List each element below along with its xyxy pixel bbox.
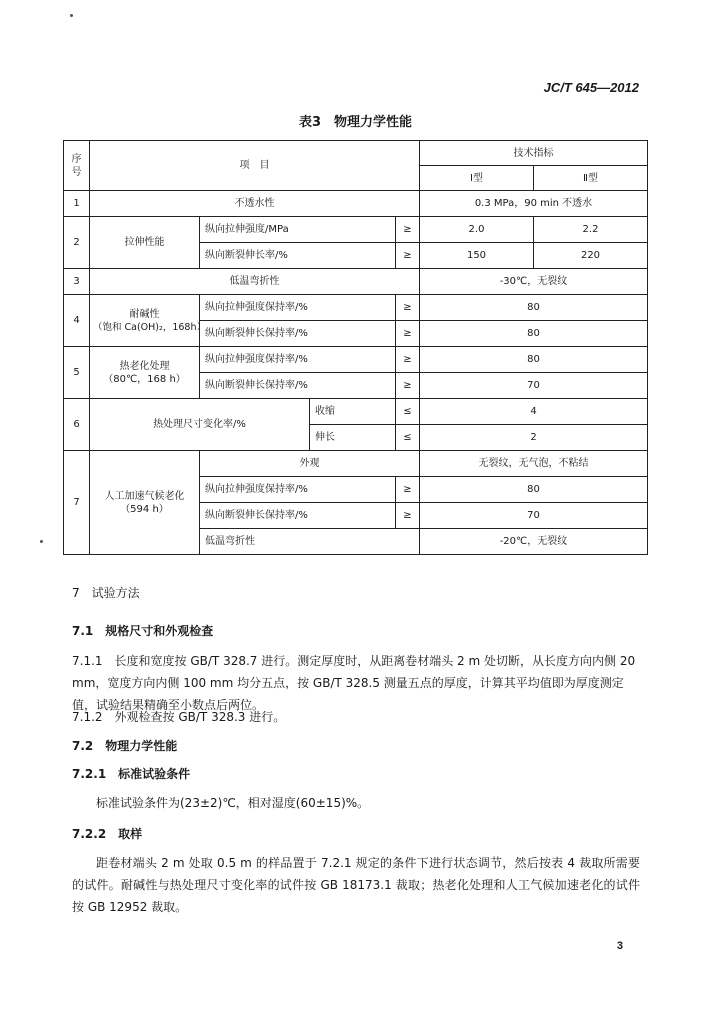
row-value: 2 bbox=[420, 425, 648, 451]
row-group-line1: 人工加速气候老化 bbox=[104, 490, 185, 502]
scan-dot bbox=[70, 14, 73, 17]
row-group bbox=[90, 451, 200, 555]
table-header-row bbox=[64, 141, 648, 166]
row-group: 拉伸性能 bbox=[90, 217, 200, 269]
row-operator: ≥ bbox=[396, 347, 420, 373]
table-title: 表3 物理力学性能 bbox=[298, 115, 413, 130]
row-group bbox=[90, 347, 200, 399]
paragraph-7-2-1: 标准试验条件为(23±2)℃，相对湿度(60±15)%。 bbox=[96, 796, 370, 810]
row-operator: ≥ bbox=[396, 243, 420, 269]
row-item: 纵向拉伸强度保持率/% bbox=[200, 477, 396, 503]
row-operator: ≤ bbox=[396, 425, 420, 451]
row-item: 纵向拉伸强度/MPa bbox=[200, 217, 396, 243]
paragraph-7-1-1: 7.1.1 长度和宽度按 GB/T 328.7 进行。测定厚度时，从距离卷材端头 2 m 处切断，从长度方向内侧 20 mm，宽度方向内侧 100 mm 均分五点，按 GB/T 328.5 测量五点的厚度，计算其平均值即为厚度测定值，试验结果精确至小数点后两位。 bbox=[72, 654, 636, 712]
header-seq: 序号 bbox=[64, 141, 90, 191]
row-seq: 4 bbox=[64, 295, 90, 347]
table-row bbox=[64, 217, 648, 243]
row-subitem: 伸长 bbox=[310, 425, 396, 451]
row-value: -30℃，无裂纹 bbox=[420, 269, 648, 295]
row-item: 低温弯折性 bbox=[200, 529, 420, 555]
row-value: 4 bbox=[420, 399, 648, 425]
row-value: -20℃，无裂纹 bbox=[420, 529, 648, 555]
row-value: 0.3 MPa，90 min 不透水 bbox=[420, 191, 648, 217]
standard-code: JC/T 645—2012 bbox=[543, 80, 639, 95]
row-operator: ≥ bbox=[396, 477, 420, 503]
section-heading-7-2-2: 7.2.2 取样 bbox=[72, 827, 143, 841]
table-row bbox=[64, 191, 648, 217]
row-type1-value: 2.0 bbox=[420, 217, 534, 243]
row-value: 80 bbox=[420, 295, 648, 321]
section-heading-7-1: 7.1 规格尺寸和外观检查 bbox=[72, 624, 214, 638]
row-item: 纵向断裂伸长保持率/% bbox=[200, 503, 396, 529]
section-heading-7: 7 试验方法 bbox=[72, 586, 140, 600]
row-value: 70 bbox=[420, 503, 648, 529]
row-item: 热处理尺寸变化率/% bbox=[90, 399, 310, 451]
row-item: 纵向断裂伸长率/% bbox=[200, 243, 396, 269]
table-row bbox=[64, 295, 648, 321]
row-item: 外观 bbox=[200, 451, 420, 477]
row-item: 不透水性 bbox=[90, 191, 420, 217]
row-group-line1: 耐碱性 bbox=[129, 308, 160, 320]
row-value: 80 bbox=[420, 477, 648, 503]
row-type1-value: 150 bbox=[420, 243, 534, 269]
row-seq: 7 bbox=[64, 451, 90, 555]
section-heading-7-2: 7.2 物理力学性能 bbox=[72, 739, 178, 753]
row-item: 低温弯折性 bbox=[90, 269, 420, 295]
physical-properties-table bbox=[63, 140, 648, 555]
row-subitem: 收缩 bbox=[310, 399, 396, 425]
row-operator: ≥ bbox=[396, 503, 420, 529]
row-seq: 5 bbox=[64, 347, 90, 399]
section-heading-7-2-1: 7.2.1 标准试验条件 bbox=[72, 767, 191, 781]
row-group-line1: 热老化处理 bbox=[119, 360, 170, 372]
row-operator: ≥ bbox=[396, 321, 420, 347]
row-type2-value: 2.2 bbox=[534, 217, 648, 243]
row-value: 80 bbox=[420, 347, 648, 373]
header-item: 项 目 bbox=[90, 141, 420, 191]
header-type2: Ⅱ型 bbox=[534, 166, 648, 191]
row-group-line2: （饱和 Ca(OH)₂，168h） bbox=[93, 321, 206, 333]
row-operator: ≥ bbox=[396, 373, 420, 399]
row-group-line2: （594 h） bbox=[120, 503, 169, 515]
paragraph-7-1-2: 7.1.2 外观检查按 GB/T 328.3 进行。 bbox=[72, 710, 286, 724]
row-item: 纵向拉伸强度保持率/% bbox=[200, 295, 396, 321]
table-row bbox=[64, 347, 648, 373]
page-number: 3 bbox=[616, 940, 623, 952]
row-operator: ≤ bbox=[396, 399, 420, 425]
row-seq: 3 bbox=[64, 269, 90, 295]
row-item: 纵向断裂伸长保持率/% bbox=[200, 373, 396, 399]
row-item: 纵向拉伸强度保持率/% bbox=[200, 347, 396, 373]
row-seq: 6 bbox=[64, 399, 90, 451]
header-type1: Ⅰ型 bbox=[420, 166, 534, 191]
row-group-line2: （80℃，168 h） bbox=[103, 373, 186, 385]
row-operator: ≥ bbox=[396, 295, 420, 321]
row-value: 70 bbox=[420, 373, 648, 399]
scan-dot bbox=[40, 540, 43, 543]
row-value: 80 bbox=[420, 321, 648, 347]
row-item: 纵向断裂伸长保持率/% bbox=[200, 321, 396, 347]
row-seq: 2 bbox=[64, 217, 90, 269]
row-group bbox=[90, 295, 206, 347]
table-row bbox=[64, 399, 648, 425]
row-type2-value: 220 bbox=[534, 243, 648, 269]
header-tech-index: 技术指标 bbox=[420, 141, 648, 166]
row-operator: ≥ bbox=[396, 217, 420, 243]
row-seq: 1 bbox=[64, 191, 90, 217]
row-value: 无裂纹，无气泡，不粘结 bbox=[420, 451, 648, 477]
table-row bbox=[64, 269, 648, 295]
table-row bbox=[64, 451, 648, 477]
paragraph-7-2-2: 距卷材端头 2 m 处取 0.5 m 的样品置于 7.2.1 规定的条件下进行状态调节，然后按表 4 裁取所需要的试件。耐碱性与热处理尺寸变化率的试件按 GB 18173.1 裁取；热老化处理和人工气候加速老化的试件按 GB 12952 裁取。 bbox=[72, 856, 640, 914]
